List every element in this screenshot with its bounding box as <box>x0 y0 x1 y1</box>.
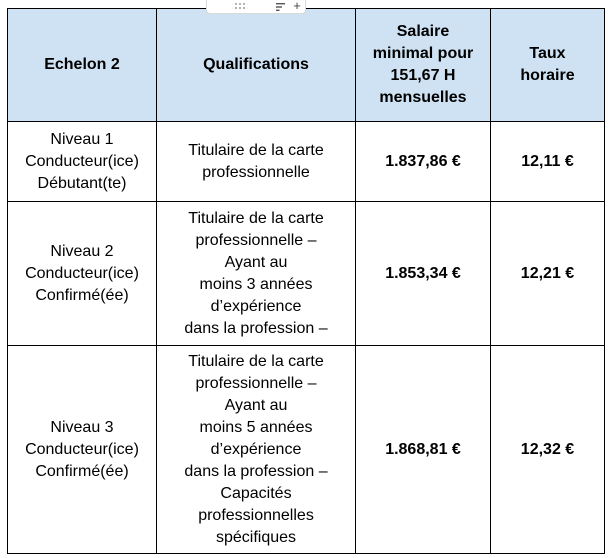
drag-handle-icon[interactable] <box>234 2 246 11</box>
header-salary <box>356 9 491 122</box>
qualification-line: Titulaire de la carte <box>188 352 324 370</box>
salary-cell: 1.868,81 € <box>356 346 491 554</box>
table-row <box>8 346 605 554</box>
qualification-line: professionnelle – <box>195 374 317 392</box>
qualification-line: moins 3 années <box>199 275 313 293</box>
header-echelon-label: Echelon 2 <box>44 56 120 73</box>
level-line: Niveau 1 <box>50 130 114 148</box>
level-line: Conducteur(ice) <box>25 440 139 458</box>
header-salary-line: mensuelles <box>379 89 467 106</box>
level-line: Confirmé(ée) <box>35 462 129 480</box>
header-salary-line: 151,67 H <box>390 67 456 84</box>
qualifications-cell <box>157 346 356 554</box>
qualifications-cell <box>157 202 356 346</box>
header-salary-line: Salaire <box>396 23 450 40</box>
qualifications-cell <box>157 122 356 202</box>
align-icon[interactable] <box>275 2 287 12</box>
rate-cell: 12,11 € <box>491 122 605 202</box>
table-toolbar <box>206 0 306 14</box>
header-rate <box>491 9 605 122</box>
qualification-line: Titulaire de la carte <box>188 209 324 227</box>
qualification-line: d’expérience <box>210 440 302 458</box>
level-line: Confirmé(ée) <box>35 286 129 304</box>
header-rate-line: horaire <box>520 67 575 84</box>
header-row <box>8 9 605 122</box>
level-line: Conducteur(ice) <box>25 264 139 282</box>
header-salary-line: minimal pour <box>372 45 474 62</box>
qualification-line: Ayant au <box>224 396 288 414</box>
salary-cell: 1.837,86 € <box>356 122 491 202</box>
level-cell <box>8 122 157 202</box>
qualification-line: spécifiques <box>215 528 297 546</box>
level-cell <box>8 202 157 346</box>
qualification-line: professionnelle – <box>195 231 317 249</box>
table-row <box>8 122 605 202</box>
plus-icon[interactable]: + <box>293 0 301 13</box>
qualification-line: dans la profession – <box>184 462 328 480</box>
qualification-line: dans la profession – <box>184 319 328 337</box>
rate-cell: 12,32 € <box>491 346 605 554</box>
header-qualifications <box>157 9 356 122</box>
qualification-line: moins 5 années <box>199 418 313 436</box>
header-rate-line: Taux <box>529 45 566 62</box>
qualification-line: professionnelle <box>202 163 310 181</box>
qualification-line: Ayant au <box>224 253 288 271</box>
level-line: Conducteur(ice) <box>25 152 139 170</box>
qualification-line: Capacités <box>220 484 292 502</box>
salary-cell: 1.853,34 € <box>356 202 491 346</box>
qualification-line: professionnelles <box>198 506 314 524</box>
salary-table <box>7 8 605 554</box>
header-qualifications-label: Qualifications <box>203 56 309 73</box>
rate-cell: 12,21 € <box>491 202 605 346</box>
table-row <box>8 202 605 346</box>
level-line: Niveau 2 <box>50 242 114 260</box>
level-line: Débutant(te) <box>37 174 127 192</box>
qualification-line: d’expérience <box>210 297 302 315</box>
level-line: Niveau 3 <box>50 418 114 436</box>
level-cell <box>8 346 157 554</box>
header-echelon <box>8 9 157 122</box>
qualification-line: Titulaire de la carte <box>188 141 324 159</box>
